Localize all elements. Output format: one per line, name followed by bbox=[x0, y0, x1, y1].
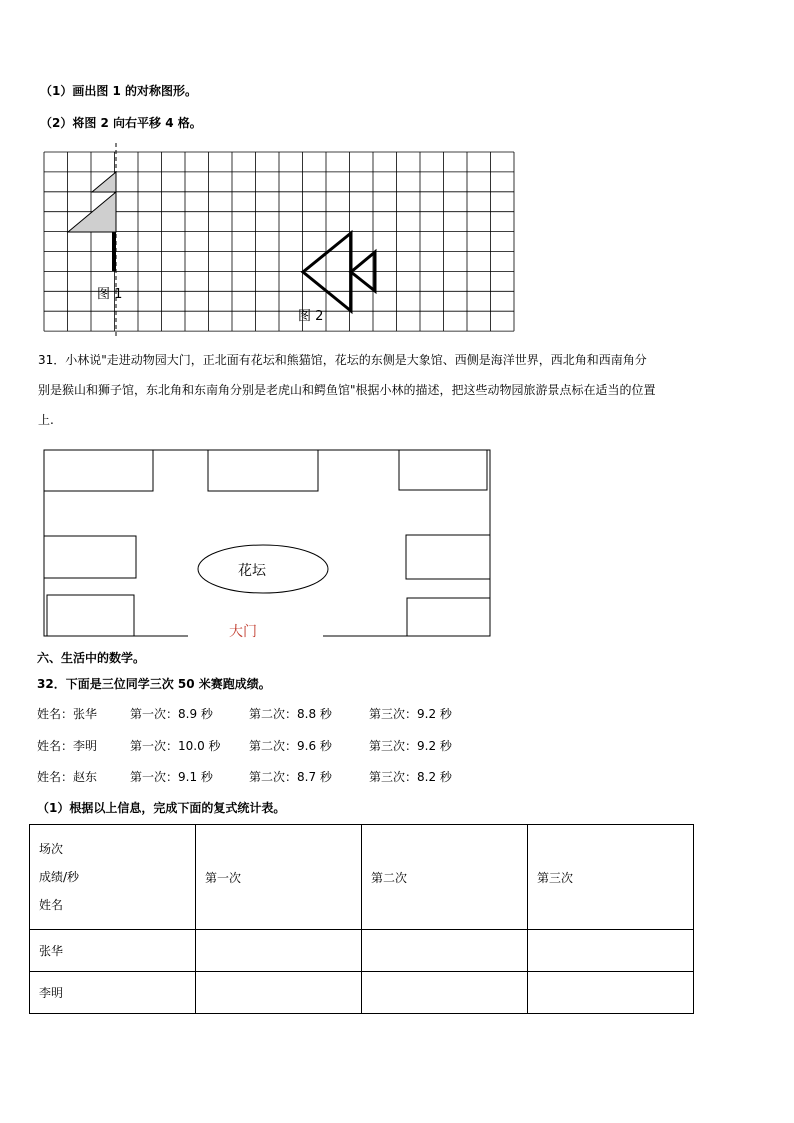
q31-line-2: 别是猴山和狮子馆，东北角和东南角分别是老虎山和鳄鱼馆"根据小林的描述，把这些动物园旅游景点标在适当的位置 bbox=[38, 383, 656, 397]
record-time: 第二次：8.7 秒 bbox=[249, 770, 332, 784]
flowerbed-label: 花坛 bbox=[238, 563, 266, 579]
stats-table bbox=[29, 824, 694, 1014]
record-time: 第一次：10.0 秒 bbox=[130, 739, 221, 753]
map-box-southeast[interactable] bbox=[407, 598, 490, 636]
map-box-east[interactable] bbox=[406, 535, 490, 579]
record-name: 姓名：李明 bbox=[37, 739, 98, 753]
section-6-title: 六、生活中的数学。 bbox=[37, 651, 146, 665]
figure1-upper-triangle bbox=[92, 172, 116, 192]
corner-label-round: 场次 bbox=[39, 842, 64, 856]
table-cell-input[interactable] bbox=[527, 930, 693, 972]
record-time: 第三次：9.2 秒 bbox=[369, 707, 452, 721]
record-time: 第三次：9.2 秒 bbox=[369, 739, 452, 753]
col-header-3: 第三次 bbox=[527, 825, 693, 930]
record-time: 第二次：9.6 秒 bbox=[249, 739, 332, 753]
corner-label-score: 成绩/秒 bbox=[39, 870, 80, 884]
record-time: 第一次：8.9 秒 bbox=[130, 707, 213, 721]
record-name: 姓名：张华 bbox=[37, 707, 98, 721]
record-time: 第一次：9.1 秒 bbox=[130, 770, 213, 784]
row-header-1: 张华 bbox=[30, 930, 196, 972]
map-box-southwest[interactable] bbox=[47, 595, 134, 636]
row-header-2: 李明 bbox=[30, 972, 196, 1014]
map-box-west[interactable] bbox=[44, 536, 136, 578]
table-cell-input[interactable] bbox=[362, 930, 528, 972]
figure2-label: 图 2 bbox=[298, 309, 324, 324]
table-cell-input[interactable] bbox=[362, 972, 528, 1014]
q32-intro: 32．下面是三位同学三次 50 米赛跑成绩。 bbox=[37, 677, 271, 691]
record-name: 姓名：赵东 bbox=[37, 770, 98, 784]
corner-label-name: 姓名 bbox=[39, 898, 64, 912]
table-cell-input[interactable] bbox=[527, 972, 693, 1014]
table-cell-input[interactable] bbox=[196, 930, 362, 972]
table-cell-input[interactable] bbox=[196, 972, 362, 1014]
gate-label: 大门 bbox=[229, 624, 257, 640]
map-box-northwest[interactable] bbox=[44, 450, 153, 491]
task-item-2: （2）将图 2 向右平移 4 格。 bbox=[40, 116, 202, 130]
q31-line-3: 上. bbox=[38, 413, 54, 427]
record-time: 第三次：8.2 秒 bbox=[369, 770, 452, 784]
col-header-1: 第一次 bbox=[196, 825, 362, 930]
map-box-north[interactable] bbox=[208, 450, 318, 491]
map-box-northeast[interactable] bbox=[399, 450, 487, 490]
table-corner-header bbox=[30, 825, 196, 930]
record-time: 第二次：8.8 秒 bbox=[249, 707, 332, 721]
q32-sub1: （1）根据以上信息，完成下面的复式统计表。 bbox=[37, 801, 286, 815]
question-31 bbox=[38, 345, 760, 435]
zoo-map bbox=[44, 450, 490, 636]
col-header-2: 第二次 bbox=[362, 825, 528, 930]
task-item-1: （1）画出图 1 的对称图形。 bbox=[40, 84, 198, 98]
figure2-large-triangle bbox=[303, 233, 351, 311]
q31-line-1: 31．小林说"走进动物园大门，正北面有花坛和熊猫馆，花坛的东侧是大象馆、西侧是海洋世界，西北角和西南角分 bbox=[38, 353, 647, 367]
figure1-label: 图 1 bbox=[97, 287, 123, 302]
